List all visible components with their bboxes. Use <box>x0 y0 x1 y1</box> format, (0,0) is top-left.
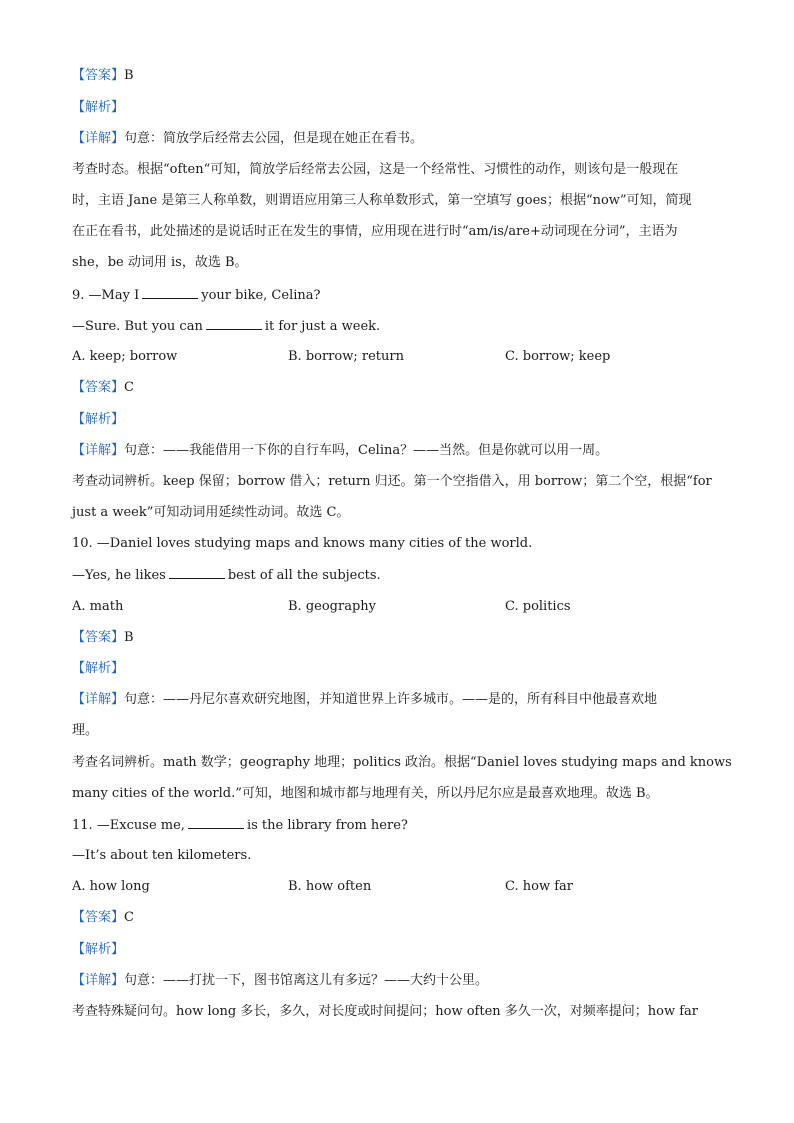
answer-blank <box>169 566 225 579</box>
analysis-line <box>72 660 722 678</box>
answer-blank <box>142 286 198 299</box>
question-text: best of all the subjects. <box>227 568 381 583</box>
answer-tag: 【答案】 <box>72 380 125 395</box>
answer-blank <box>206 317 262 330</box>
analysis-tag: 【解析】 <box>72 661 125 676</box>
detail-text: 句意：——我能借用一下你的自行车吗，Celina？——当然。但是你就可以用一周。 <box>124 443 609 458</box>
detail-line <box>72 442 722 460</box>
explain-line: 时，主语 Jane 是第三人称单数，则谓语应用第三人称单数形式，第一空填写 goes；根据“now”可知，简现 <box>72 193 692 208</box>
analysis-line <box>72 411 722 429</box>
answer-tag: 【答案】 <box>72 910 125 925</box>
question-text: your bike, Celina? <box>201 288 321 303</box>
question-text: 11. —Excuse me, <box>72 818 185 833</box>
answer-line <box>72 67 722 85</box>
explain-line: 在正在看书，此处描述的是说话时正在发生的事情，应用现在进行时“am/is/are+动词现在分词”，主语为 <box>72 224 678 239</box>
explain-line: 考查动词辨析。keep 保留；borrow 借入；return 归还。第一个空指借入，用 borrow；第二个空，根据“for <box>72 474 712 489</box>
answer-value: C <box>124 910 134 925</box>
answer-value: B <box>124 68 134 83</box>
detail-tag: 【详解】 <box>72 131 125 146</box>
analysis-line <box>72 99 722 117</box>
detail-text: 句意：——丹尼尔喜欢研究地图，并知道世界上许多城市。——是的，所有科目中他最喜欢地 <box>124 692 658 707</box>
question-9-line2 <box>72 317 722 336</box>
analysis-line <box>72 941 722 959</box>
explain-line: 考查名词辨析。math 数学；geography 地理；politics 政治。根据“Daniel loves studying maps and knows <box>72 755 732 770</box>
answer-tag: 【答案】 <box>72 68 125 83</box>
question-9-line1 <box>72 286 722 305</box>
detail-text: 句意：——打扰一下，图书馆离这儿有多远？——大约十公里。 <box>124 973 489 988</box>
answer-tag: 【答案】 <box>72 630 125 645</box>
detail-line <box>72 130 722 148</box>
question-10-line1: 10. —Daniel loves studying maps and knows many cities of the world. <box>72 536 533 551</box>
question-text: is the library from here? <box>246 818 408 833</box>
option-a: A. keep; borrow <box>72 349 178 364</box>
answer-blank <box>188 816 244 829</box>
option-c: C. politics <box>505 599 571 614</box>
question-11-line1 <box>72 816 722 835</box>
answer-value: B <box>124 630 134 645</box>
explain-line: many cities of the world.”可知，地图和城市都与地理有关，所以丹尼尔应是最喜欢地理。故选 B。 <box>72 786 659 801</box>
explain-line: 考查时态。根据“often“可知，简放学后经常去公园，这是一个经常性、习惯性的动作，则该句是一般现在 <box>72 162 679 177</box>
detail-text: 句意：简放学后经常去公园，但是现在她正在看书。 <box>124 131 424 146</box>
question-text: it for just a week. <box>264 319 381 334</box>
option-c: C. how far <box>505 879 573 894</box>
option-b: B. how often <box>288 879 372 894</box>
detail-tag: 【详解】 <box>72 443 125 458</box>
explain-line: just a week”可知动词用延续性动词。故选 C。 <box>72 505 350 520</box>
explain-line: 考查特殊疑问句。how long 多长，多久，对长度或时间提问；how often 多久一次，对频率提问；how far <box>72 1004 699 1019</box>
detail-continuation: 理。 <box>72 723 99 738</box>
question-text: —Sure. But you can <box>72 319 203 334</box>
question-text: —Yes, he likes <box>72 568 166 583</box>
question-10-line2 <box>72 566 722 585</box>
option-b: B. borrow; return <box>288 349 404 364</box>
answer-line <box>72 629 722 647</box>
detail-tag: 【详解】 <box>72 973 125 988</box>
analysis-tag: 【解析】 <box>72 100 125 115</box>
answer-line <box>72 909 722 927</box>
detail-tag: 【详解】 <box>72 692 125 707</box>
detail-line <box>72 691 722 709</box>
answer-value: C <box>124 380 134 395</box>
option-b: B. geography <box>288 599 376 614</box>
analysis-tag: 【解析】 <box>72 942 125 957</box>
question-11-line2: —It’s about ten kilometers. <box>72 848 252 863</box>
option-c: C. borrow; keep <box>505 349 611 364</box>
question-text: 9. —May I <box>72 288 140 303</box>
answer-line <box>72 379 722 397</box>
detail-line <box>72 972 722 990</box>
explain-line: she，be 动词用 is，故选 B。 <box>72 255 248 270</box>
option-a: A. math <box>72 599 124 614</box>
option-a: A. how long <box>72 879 150 894</box>
analysis-tag: 【解析】 <box>72 412 125 427</box>
